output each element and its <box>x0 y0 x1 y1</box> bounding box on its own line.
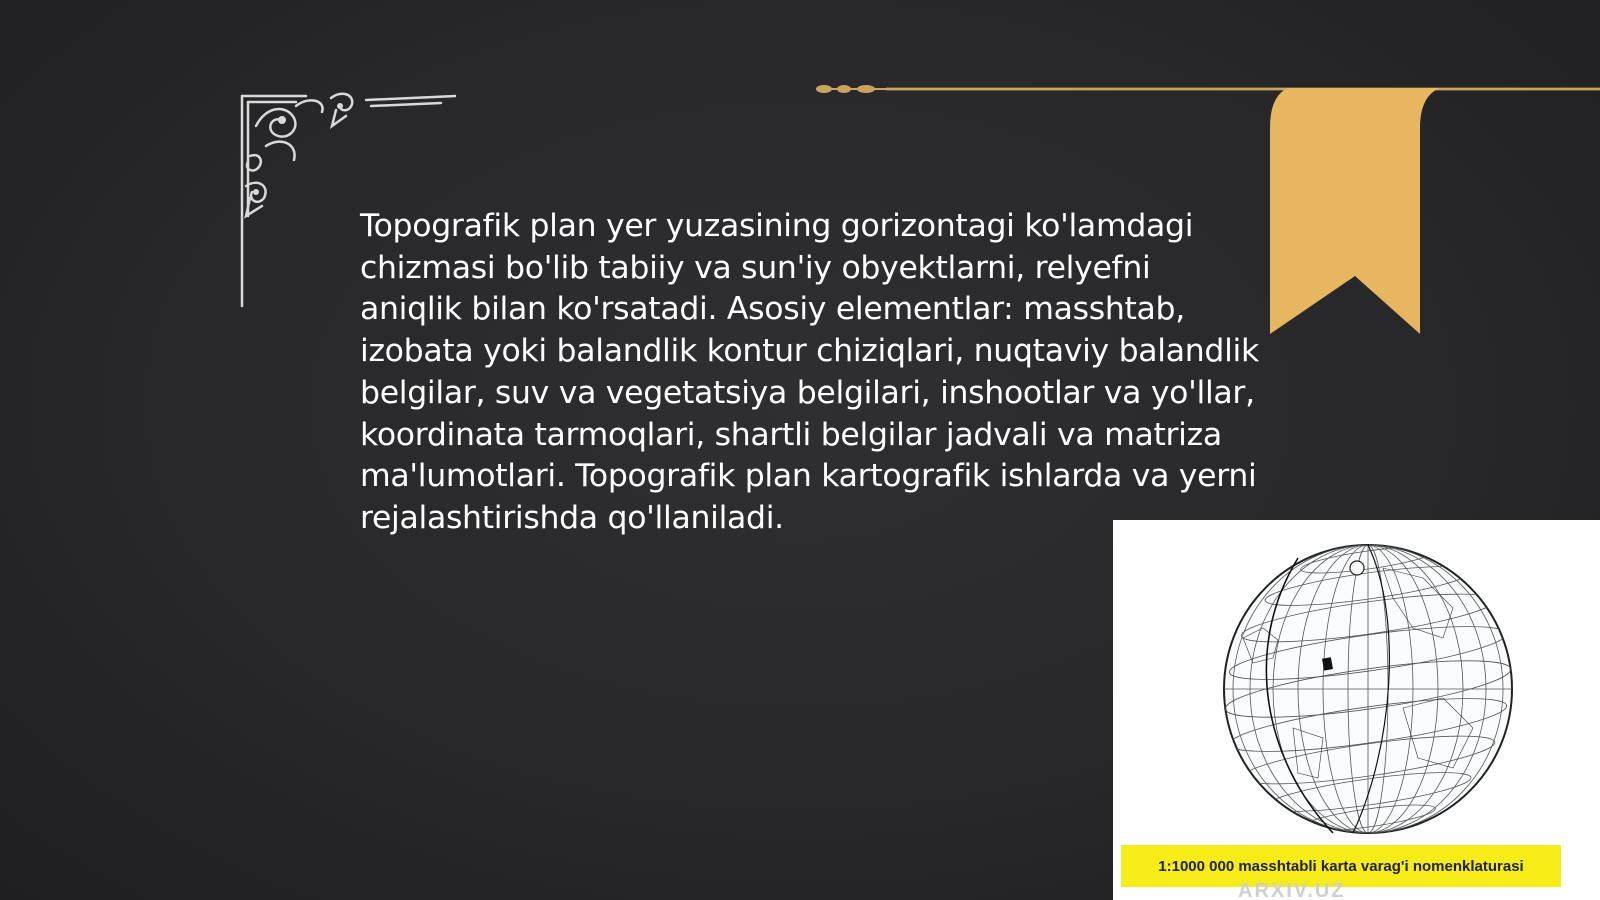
gold-line <box>816 85 1600 93</box>
globe-graticule-illustration <box>1203 528 1533 850</box>
image-watermark: ARXIV.UZ <box>1238 880 1346 900</box>
image-caption: 1:1000 000 masshtabli karta varag'i nomenklaturasi <box>1158 857 1524 875</box>
nomenclature-image <box>1113 520 1600 900</box>
bookmark-ribbon <box>1270 88 1440 334</box>
slide-body-text: Topografik plan yer yuzasining gorizontagi ko'lamdagi chizmasi bo'lib tabiiy va sun'iy obyektlarni, relyefni aniqlik bilan ko'rsatadi. Asosiy elementlar: masshtab, izobata yoki balandlik kontur chiziqlari, nuqtaviy balandlik belgilar, suv va vegetatsiya belgilari, inshootlar va yo'llar, koordinata tarmoqlari, shartli belgilar jadvali va matriza ma'lumotlari. Topografik plan kartografik ishlarda va yerni rejalashtirishda qo'llaniladi. <box>360 208 1259 536</box>
